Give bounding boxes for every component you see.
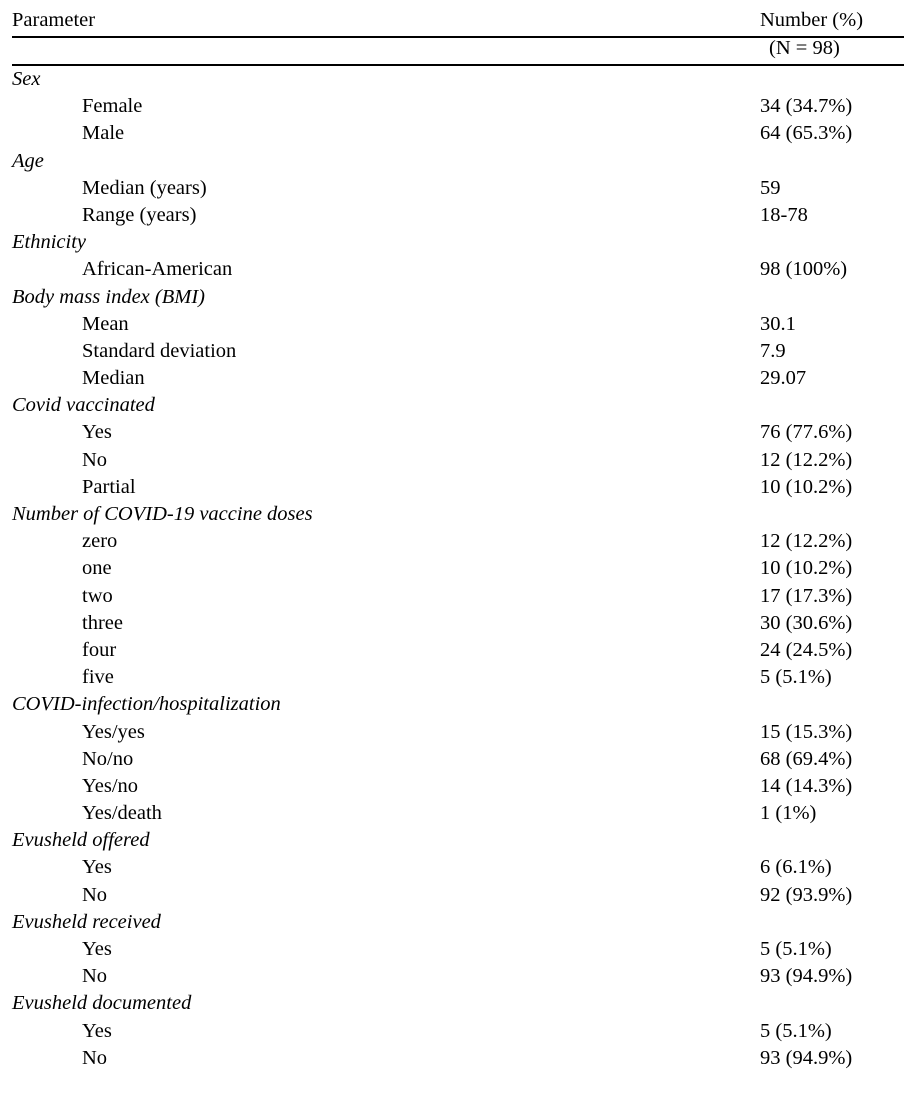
row-value: 18-78 bbox=[760, 203, 808, 226]
row-label: No bbox=[82, 883, 108, 906]
row-label: African-American bbox=[82, 258, 233, 281]
row-label: No bbox=[82, 448, 108, 471]
table-row bbox=[12, 93, 904, 120]
section-title: Age bbox=[12, 149, 44, 172]
table-row bbox=[12, 419, 904, 446]
row-value: 98 (100%) bbox=[760, 258, 848, 281]
row-label: Mean bbox=[82, 312, 129, 335]
section-row bbox=[12, 501, 904, 528]
table-row bbox=[12, 202, 904, 229]
section-row bbox=[12, 148, 904, 175]
row-value: 5 (5.1%) bbox=[760, 666, 832, 689]
section-title: Ethnicity bbox=[12, 231, 87, 254]
row-value: 5 (5.1%) bbox=[760, 1019, 832, 1042]
table-row bbox=[12, 474, 904, 501]
row-label: one bbox=[82, 557, 112, 580]
row-label: two bbox=[82, 584, 113, 607]
table-row bbox=[12, 936, 904, 963]
row-label: three bbox=[82, 611, 123, 634]
table-row bbox=[12, 664, 904, 691]
table-row bbox=[12, 365, 904, 392]
section-title: Evusheld offered bbox=[12, 829, 150, 852]
section-row bbox=[12, 990, 904, 1017]
row-label: Partial bbox=[82, 475, 136, 498]
table-row bbox=[12, 311, 904, 338]
row-label: five bbox=[82, 666, 114, 689]
section-row bbox=[12, 392, 904, 419]
row-value: 1 (1%) bbox=[760, 802, 817, 825]
section-row bbox=[12, 691, 904, 718]
table-row bbox=[12, 773, 904, 800]
table-row bbox=[12, 882, 904, 909]
row-value: 12 (12.2%) bbox=[760, 448, 853, 471]
table-row bbox=[12, 338, 904, 365]
row-value: 30.1 bbox=[760, 312, 796, 335]
row-label: zero bbox=[82, 530, 118, 553]
row-label: Range (years) bbox=[82, 203, 197, 226]
section-title: Covid vaccinated bbox=[12, 394, 155, 417]
table-row bbox=[12, 528, 904, 555]
section-row bbox=[12, 284, 904, 311]
row-label: No bbox=[82, 965, 108, 988]
section-title: Evusheld documented bbox=[12, 992, 192, 1015]
row-label: No/no bbox=[82, 747, 134, 770]
section-title: COVID-infection/hospitalization bbox=[12, 693, 281, 716]
table-row bbox=[12, 1045, 904, 1072]
table-row bbox=[12, 719, 904, 746]
row-value: 93 (94.9%) bbox=[760, 1046, 853, 1069]
table-body bbox=[12, 66, 904, 1072]
table-row bbox=[12, 1018, 904, 1045]
table-row bbox=[12, 120, 904, 147]
section-row bbox=[12, 66, 904, 93]
row-value: 59 bbox=[760, 176, 781, 199]
row-label: Yes bbox=[82, 856, 112, 879]
section-title: Sex bbox=[12, 68, 41, 90]
section-row bbox=[12, 229, 904, 256]
row-value: 64 (65.3%) bbox=[760, 122, 853, 145]
row-label: Yes/yes bbox=[82, 720, 145, 743]
row-value: 30 (30.6%) bbox=[760, 611, 853, 634]
row-value: 12 (12.2%) bbox=[760, 530, 853, 553]
table-row bbox=[12, 447, 904, 474]
row-value: 76 (77.6%) bbox=[760, 421, 853, 444]
table-row bbox=[12, 963, 904, 990]
row-value: 29.07 bbox=[760, 367, 807, 390]
row-value: 15 (15.3%) bbox=[760, 720, 853, 743]
section-row bbox=[12, 827, 904, 854]
row-label: four bbox=[82, 638, 117, 661]
table-row bbox=[12, 746, 904, 773]
row-label: No bbox=[82, 1046, 108, 1069]
row-value: 24 (24.5%) bbox=[760, 638, 853, 661]
row-label: Female bbox=[82, 95, 143, 118]
parameter-column-header: Parameter bbox=[12, 9, 96, 31]
row-value: 93 (94.9%) bbox=[760, 965, 853, 988]
row-value: 6 (6.1%) bbox=[760, 856, 832, 879]
row-value: 92 (93.9%) bbox=[760, 883, 853, 906]
table-row bbox=[12, 583, 904, 610]
row-value: 17 (17.3%) bbox=[760, 584, 853, 607]
row-label: Median (years) bbox=[82, 176, 207, 199]
table-row bbox=[12, 854, 904, 881]
row-label: Median bbox=[82, 367, 145, 390]
table-subheader bbox=[12, 38, 904, 66]
section-row bbox=[12, 909, 904, 936]
table-row bbox=[12, 175, 904, 202]
table-row bbox=[12, 555, 904, 582]
row-label: Male bbox=[82, 122, 125, 145]
table-header bbox=[12, 0, 904, 38]
row-value: 5 (5.1%) bbox=[760, 938, 832, 960]
number-column-header: Number (%) bbox=[760, 9, 864, 31]
table-row bbox=[12, 610, 904, 637]
sample-size-header: (N = 98) bbox=[769, 37, 840, 59]
table-row bbox=[12, 800, 904, 827]
row-label: Yes bbox=[82, 938, 112, 960]
section-title: Body mass index (BMI) bbox=[12, 285, 205, 308]
row-value: 10 (10.2%) bbox=[760, 557, 853, 580]
row-value: 10 (10.2%) bbox=[760, 475, 853, 498]
table-row bbox=[12, 637, 904, 664]
demographics-table bbox=[12, 0, 904, 1072]
row-label: Standard deviation bbox=[82, 339, 237, 362]
row-value: 14 (14.3%) bbox=[760, 774, 853, 797]
row-label: Yes/death bbox=[82, 802, 162, 825]
row-value: 34 (34.7%) bbox=[760, 95, 853, 118]
row-value: 7.9 bbox=[760, 339, 786, 362]
section-title: Evusheld received bbox=[12, 910, 161, 933]
section-title: Number of COVID-19 vaccine doses bbox=[12, 503, 313, 525]
row-label: Yes bbox=[82, 1019, 112, 1042]
row-label: Yes bbox=[82, 421, 112, 444]
row-value: 68 (69.4%) bbox=[760, 747, 853, 770]
table-row bbox=[12, 256, 904, 283]
row-label: Yes/no bbox=[82, 774, 139, 797]
